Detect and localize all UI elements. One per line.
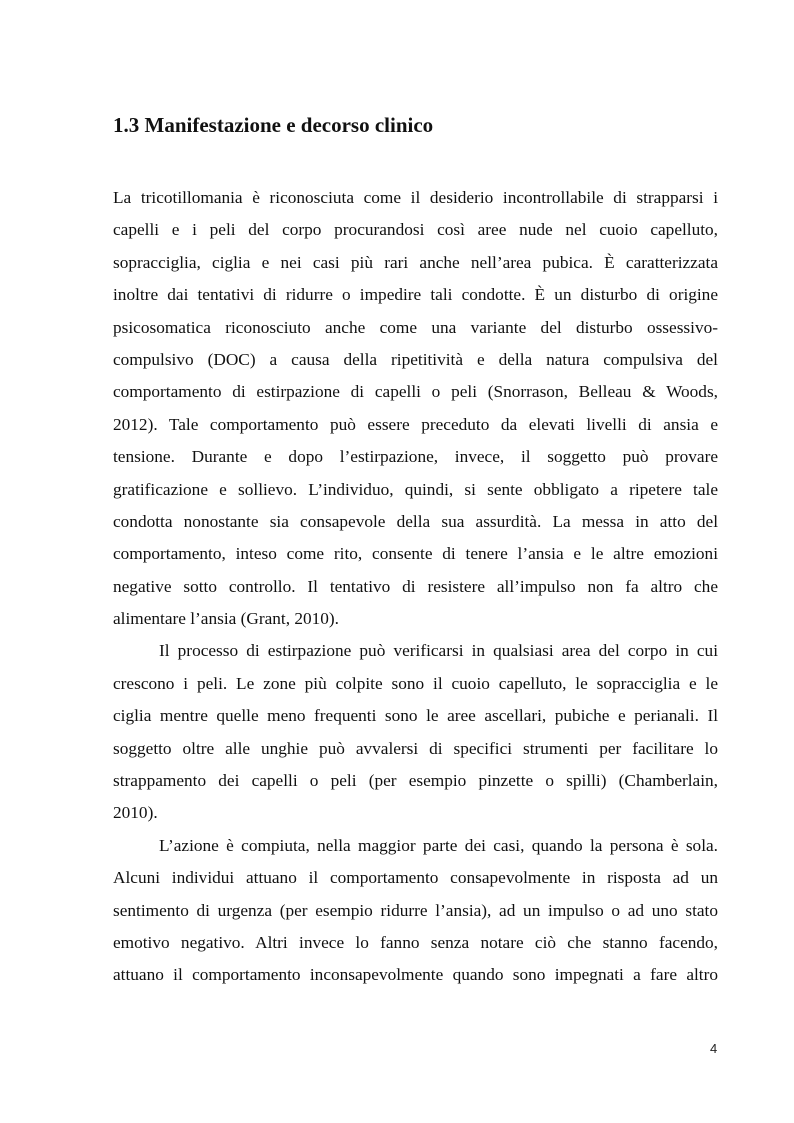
text-line: capelli e i peli del corpo procurandosi così aree nude nel cuoio capelluto, [113,220,718,240]
text-line: emotivo negativo. Altri invece lo fanno senza notare ciò che stanno facendo, [113,932,718,952]
text-line: crescono i peli. Le zone più colpite sono il cuoio capelluto, le sopracciglia e le [113,673,718,693]
text-line: inoltre dai tentativi di ridurre o impedire tali condotte. È un disturbo di origine [113,285,718,305]
text-line: strappamento dei capelli o peli (per esempio pinzette o spilli) (Chamberlain, [113,771,718,791]
paragraph-1 [113,182,718,635]
body-text [113,182,718,992]
text-line: psicosomatica riconosciuto anche come una variante del disturbo ossessivo- [113,317,718,337]
text-line: compulsivo (DOC) a causa della ripetitività e della natura compulsiva del [113,349,718,369]
text-line: condotta nonostante sia consapevole della sua assurdità. La messa in atto del [113,511,718,531]
text-line: sentimento di urgenza (per esempio ridurre l’ansia), ad un impulso o ad uno stato [113,900,718,920]
text-line: negative sotto controllo. Il tentativo di resistere all’impulso non fa altro che [113,576,718,596]
text-line: alimentare l’ansia (Grant, 2010). [113,609,340,629]
text-line: tensione. Durante e dopo l’estirpazione, invece, il soggetto può provare [113,447,718,467]
text-line: attuano il comportamento inconsapevolmente quando sono impegnati a fare altro [113,965,718,985]
text-line: comportamento, inteso come rito, consente di tenere l’ansia e le altre emozioni [113,544,718,564]
section-heading: 1.3 Manifestazione e decorso clinico [113,113,434,137]
text-line: gratificazione e sollievo. L’individuo, quindi, si sente obbligato a ripetere tale [113,479,718,499]
text-line: 2010). [113,803,158,823]
text-line: Alcuni individui attuano il comportamento consapevolmente in risposta ad un [113,868,718,888]
paragraph-3 [113,830,718,992]
text-line: 2012). Tale comportamento può essere preceduto da elevati livelli di ansia e [113,414,718,434]
text-line: soggetto oltre alle unghie può avvalersi di specifici strumenti per facilitare lo [113,738,718,758]
text-line: L’azione è compiuta, nella maggior parte dei casi, quando la persona è sola. [159,835,718,855]
page-number: 4 [710,1041,718,1056]
text-line: Il processo di estirpazione può verificarsi in qualsiasi area del corpo in cui [159,641,718,661]
text-line: sopracciglia, ciglia e nei casi più rari anche nell’area pubica. È caratterizzata [113,252,718,272]
text-line: La tricotillomania è riconosciuta come il desiderio incontrollabile di strapparsi i [113,188,718,207]
text-line: comportamento di estirpazione di capelli o peli (Snorrason, Belleau & Woods, [113,382,718,402]
text-line: ciglia mentre quelle meno frequenti sono le aree ascellari, pubiche e perianali. Il [113,706,718,726]
paragraph-2 [113,635,718,829]
